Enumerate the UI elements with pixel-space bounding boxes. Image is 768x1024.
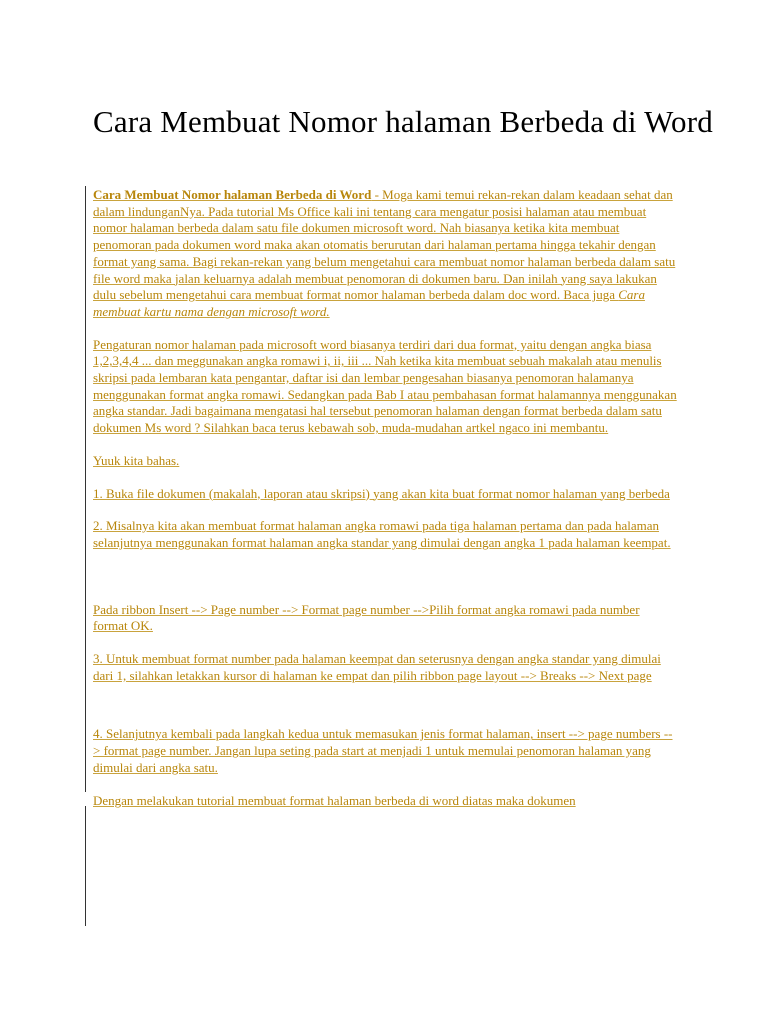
left-border-line-lower bbox=[85, 806, 86, 926]
step-2-text[interactable]: 2. Misalnya kita akan membuat format halaman angka romawi pada tiga halaman pertama dan pada halaman selanjutnya menggunakan format halaman angka standar yang dimulai dengan angka 1 pada halaman keempat. bbox=[93, 518, 671, 550]
paragraph-format bbox=[93, 337, 677, 437]
paragraph-format-text[interactable]: Pengaturan nomor halaman pada microsoft word biasanya terdiri dari dua format, yaitu dengan angka biasa 1,2,3,4,4 ... dan meggunakan angka romawi i, ii, iii ... Nah ketika kita membuat sebuah makalah atau menulis skripsi pada lembaran kata pengantar, daftar isi dan lembar pengesahan biasanya penomoran halamanya menggunakan format angka romawi. Sedangkan pada Bab I atau pembahasan format halamannya menggunakan angka standar. Jadi bagaimana mengatasi hal tersebut penomoran halaman dengan format berbeda dalam satu dokumen Ms word ? Silahkan baca terus kebawah sob, muda-mudahan artkel ngaco ini membantu. bbox=[93, 336, 677, 436]
step-3 bbox=[93, 651, 677, 684]
paragraph-intro-steps-text[interactable]: Yuuk kita bahas. bbox=[93, 452, 180, 468]
closing-paragraph-text[interactable]: Dengan melakukan tutorial membuat format halaman berbeda di word diatas maka dokumen bbox=[93, 792, 576, 808]
article-body bbox=[93, 187, 677, 825]
closing-paragraph bbox=[93, 793, 677, 810]
intro-paragraph bbox=[93, 187, 677, 321]
intro-text[interactable]: - Moga kami temui rekan-rekan dalam keadaan sehat dan dalam lindunganNya. Pada tutorial Ms Office kali ini tentang cara mengatur posisi halaman atau membuat nomor halaman berbeda dalam satu file dokumen microsoft word. Nah biasanya ketika kita membuat penomoran pada dokumen word maka akan otomatis berurutan dari halaman pertama hingga tekahir dengan format yang sama. Bagi rekan-rekan yang belum mengetahui cara membuat nomor halaman berbeda dalam satu file word maka jalan keluarnya adalah membuat penomoran di dokumen baru. Dan inilah yang saya lakukan dulu sebelum mengetahui cara membuat format nomor halaman berbeda dalam doc word. Baca juga bbox=[93, 187, 676, 303]
ribbon-instruction-text[interactable]: Pada ribbon Insert --> Page number --> Format page number -->Pilih format angka romawi pada number format OK. bbox=[93, 601, 640, 634]
image-placeholder-1 bbox=[93, 568, 677, 602]
step-3-text[interactable]: 3. Untuk membuat format number pada halaman keempat dan seterusnya dengan angka standar yang dimulai dari 1, silahkan letakkan kursor di halaman ke empat dan pilih ribbon page layout --> Breaks --> Next page bbox=[93, 651, 661, 683]
page-title: Cara Membuat Nomor halaman Berbeda di Word bbox=[93, 104, 713, 139]
related-article-link[interactable]: Cara membuat kartu nama dengan microsoft word. bbox=[93, 287, 645, 319]
paragraph-intro-steps bbox=[93, 453, 677, 470]
step-1-text[interactable]: 1. Buka file dokumen (makalah, laporan atau skripsi) yang akan kita buat format nomor halaman yang berbeda bbox=[93, 485, 670, 501]
step-1 bbox=[93, 486, 677, 503]
step-4 bbox=[93, 726, 677, 776]
image-placeholder-2 bbox=[93, 700, 677, 726]
article-title-link[interactable]: Cara Membuat Nomor halaman Berbeda di Word bbox=[93, 187, 372, 202]
step-2 bbox=[93, 518, 677, 551]
ribbon-instruction bbox=[93, 602, 677, 635]
left-border-line bbox=[85, 186, 86, 792]
step-4-text[interactable]: 4. Selanjutnya kembali pada langkah kedua untuk memasukan jenis format halaman, insert --> page numbers --> format page number. Jangan lupa seting pada start at menjadi 1 untuk memulai penomoran halaman yang dimulai dari angka satu. bbox=[93, 726, 673, 775]
